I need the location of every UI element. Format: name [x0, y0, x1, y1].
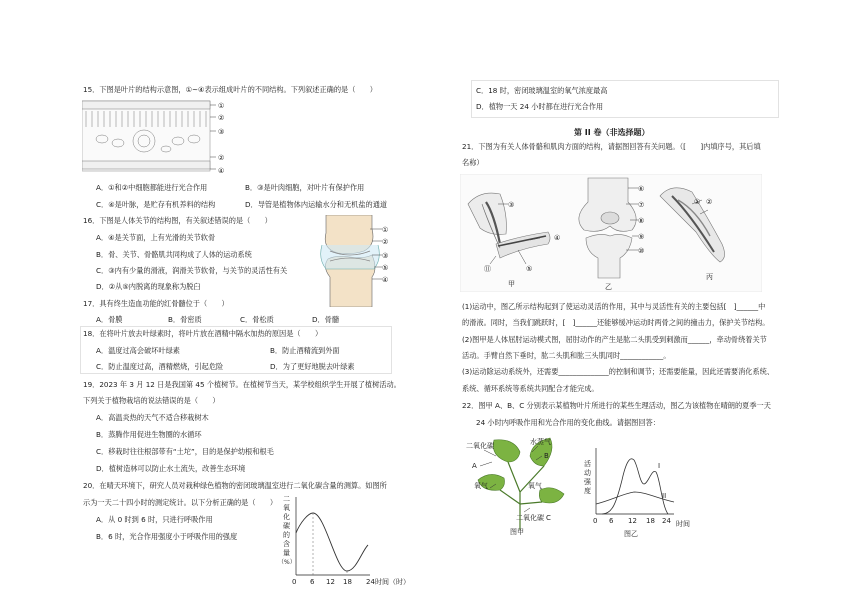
q22-ylabel-2: 强 [584, 478, 591, 486]
activity-intensity-graph [582, 444, 702, 540]
q20-tick-24: 24 [366, 578, 375, 586]
q22-leaf-caption: 图甲 [510, 528, 524, 536]
q21-caption-yi: 乙 [605, 283, 612, 291]
q20-xlabel: 时间（时） [375, 578, 410, 586]
q19-opt-c: C．移栽时往往根部带有“土坨”，目的是保护幼根和根毛 [96, 447, 274, 456]
q20-ylabel-0: 二 [283, 495, 290, 503]
q22-leaf-label-a: A [472, 462, 477, 470]
q21-yi-label-10: ⑩ [638, 247, 645, 255]
co2-content-graph [270, 493, 420, 589]
q21-yi-label-9: ⑨ [638, 233, 645, 241]
q20-ylabel-1: 氧 [283, 504, 290, 512]
q16-opt-d: D．②从⑤内脱离的现象称为脱臼 [96, 282, 201, 291]
q21-jia-label-11: ⑪ [484, 265, 491, 273]
skeleton-muscle-figure [460, 174, 762, 292]
q18-stem: 18．在将叶片放去叶绿素时，将叶片放在酒精中隔水加热的原因是（ ） [83, 329, 323, 338]
q20-ylabel-6: 量 [283, 549, 290, 557]
q22-tick-12: 12 [628, 517, 637, 525]
q22-curve-label-1: I [658, 462, 661, 470]
q21-line-2: 的滑液。同时，当我们跳跃时，[ ]______还能够缓冲运动时两骨之间的撞击力，保护关节结构。 [462, 318, 770, 327]
section-title: 第 II 卷（非选择题） [574, 128, 650, 137]
q21-jia-label-3: ③ [508, 201, 515, 209]
q22-leaf-label-vapor: 水蒸气 [530, 438, 551, 446]
q21-yi-label-6: ⑥ [638, 185, 645, 193]
q15-stem: 15．下图是叶片的结构示意图，①~④表示组成叶片的不同结构。下列叙述正确的是（ ） [83, 85, 377, 94]
q22-stem-1: 22．图甲 A、B、C 分别表示某植物叶片所进行的某些生理活动，图乙为该植物在晴朗的夏季一天 [462, 401, 771, 410]
q20-tick-0: 0 [292, 578, 297, 586]
q22-curve-label-2: II [662, 492, 667, 500]
q20-opt-b: B．6 时，光合作用强度小于呼吸作用的强度 [96, 532, 238, 541]
q21-line-6: 系统、循环系统等系统共同配合才能完成。 [462, 384, 599, 393]
q19-stem-2: 下列关于植物栽培的说法错误的是（ ） [83, 396, 220, 405]
q18-opt-c: C．防止温度过高，酒精燃烧，引起危险 [96, 362, 224, 371]
q16-label-5: ⑤ [382, 264, 389, 272]
q20-tick-18: 18 [343, 578, 352, 586]
q22-xlabel: 时间 [676, 520, 690, 528]
q22-tick-24: 24 [662, 517, 671, 525]
q22-graph-caption: 图乙 [624, 530, 638, 538]
q16-label-2: ② [382, 238, 389, 246]
q15-label-3: ③ [218, 128, 225, 136]
q22-leaf-label-o2-out: 氧气 [474, 482, 488, 490]
q15-label-2b: ② [218, 154, 225, 162]
q20-opt-c: C．18 时，密闭玻璃温室的氧气浓度最高 [476, 86, 608, 95]
q21-line-1: (1)运动中，图乙所示结构起到了使运动灵活的作用，其中与灵活性有关的主要包括[ ]______中 [462, 302, 766, 311]
q15-label-2: ② [218, 114, 225, 122]
q15-opt-d: D．导管是植物体内运输水分和无机盐的通道 [245, 200, 388, 209]
q16-opt-c: C．③内有少量的滑液，润滑关节软骨，与关节的灵活性有关 [96, 266, 288, 275]
q21-yi-label-8: ⑧ [638, 217, 645, 225]
q17-opt-c: C．骨松质 [240, 315, 274, 324]
q20-tick-6: 6 [310, 578, 315, 586]
leaf-structure-figure [82, 99, 232, 177]
q21-line-3: (2)图甲是人体屈肘运动模式图，屈肘动作的产生是肱二头肌受到刺激而______，牵动骨绕着关节 [462, 335, 767, 344]
q21-caption-bing: 丙 [706, 273, 713, 281]
q20-ylabel-3: 碳 [283, 522, 290, 530]
q20-ylabel-7: （%） [278, 559, 296, 566]
q22-tick-0: 0 [593, 517, 598, 525]
q21-bing-label-2: ② [706, 198, 713, 206]
q17-opt-a: A．骨膜 [96, 315, 123, 324]
q15-opt-b: B．③是叶肉细胞，对叶片有保护作用 [245, 183, 365, 192]
q21-jia-label-5: ⑤ [526, 265, 533, 273]
leaf-activity-figure [460, 432, 580, 538]
q15-opt-a: A．①和②中细胞都能进行光合作用 [96, 183, 208, 192]
q21-bing-label-1: ① [694, 198, 701, 206]
q20-opt-d: D．植物一天 24 小时都在进行光合作用 [476, 102, 604, 111]
q15-label-1: ① [218, 102, 225, 110]
q22-ylabel-1: 动 [584, 469, 591, 477]
q18-opt-a: A．温度过高会破坏叶绿素 [96, 346, 180, 355]
q17-stem: 17．具有终生造血功能的红骨髓位于（ ） [83, 299, 229, 308]
q22-leaf-label-co2-out: 二氧化碳 [516, 514, 544, 522]
q20-tick-12: 12 [326, 578, 335, 586]
q19-stem-1: 19．2023 年 3 月 12 日是我国第 45 个植树节。在植树节当天，某学校组织学生开展了植树活动。 [83, 380, 401, 389]
q20-stem-1: 20．在晴天环境下，研究人员对栽种绿色植物的密闭玻璃温室进行二氧化碳含量的测算。如图所 [83, 481, 387, 490]
q21-yi-label-7: ⑦ [638, 201, 645, 209]
q19-opt-a: A．高温炎热的天气不适合移栽树木 [96, 413, 209, 422]
joint-structure-figure [316, 215, 392, 307]
q22-ylabel-0: 活 [584, 460, 591, 468]
q21-caption-jia: 甲 [508, 280, 515, 288]
q19-opt-b: B．蒸腾作用促进生物圈的水循环 [96, 430, 202, 439]
q16-stem: 16．下图是人体关节的结构图，有关叙述错误的是（ ） [83, 216, 272, 225]
q21-jia-label-4: ④ [554, 234, 561, 242]
q21-stem-2: 名称） [462, 158, 484, 167]
q18-opt-d: D．为了更好地脱去叶绿素 [270, 362, 355, 371]
q22-tick-6: 6 [609, 517, 614, 525]
q22-leaf-label-c: C [546, 514, 551, 522]
q22-tick-18: 18 [646, 517, 655, 525]
q16-opt-b: B．骨、关节、骨骼肌共同构成了人体的运动系统 [96, 250, 252, 259]
q22-stem-2: 24 小时内呼吸作用和光合作用的变化曲线。请据图回答： [476, 418, 660, 427]
q21-stem-1: 21．下图为有关人体骨骼和肌肉方面的结构，请据图回答有关问题。（[ ]内填序号，其后填 [462, 142, 761, 151]
q17-opt-b: B．骨密质 [168, 315, 202, 324]
q21-line-5: (3)运动除运动系统外，还需要______________的控制和调节；还需要能量，因此还需要消化系统、 [462, 367, 775, 376]
q19-opt-d: D．植树造林可以防止水土流失，改善生态环境 [96, 464, 246, 473]
q22-ylabel-3: 度 [584, 487, 591, 495]
q20-ylabel-5: 含 [283, 540, 290, 548]
q22-leaf-label-o2-in: 氧气 [528, 482, 542, 490]
q20-opt-a: A．从 0 时到 6 时，只进行呼吸作用 [96, 515, 213, 524]
q20-ylabel-2: 化 [283, 513, 290, 521]
q16-label-4: ④ [382, 276, 389, 284]
q21-line-4: 活动。手臂自然下垂时，肱二头肌和肱三头肌同时____________。 [462, 351, 671, 360]
q22-leaf-label-co2-in: 二氧化碳 [466, 442, 494, 450]
q16-label-1: ① [382, 226, 389, 234]
q16-label-3: ③ [382, 252, 389, 260]
q18-opt-b: B．防止酒精流到外面 [270, 346, 340, 355]
q16-opt-a: A．④是关节面，上有光滑的关节软骨 [96, 233, 216, 242]
q15-opt-c: C．④是叶脉，是贮存有机养料的结构 [96, 200, 216, 209]
q20-ylabel-4: 的 [283, 531, 290, 539]
q15-label-4: ④ [218, 167, 225, 175]
q22-leaf-label-b: B [544, 452, 549, 460]
q17-opt-d: D．骨髓 [312, 315, 340, 324]
q20-stem-2: 示为一天二十四小时的测定统计。以下分析正确的是（ ） [83, 498, 278, 507]
